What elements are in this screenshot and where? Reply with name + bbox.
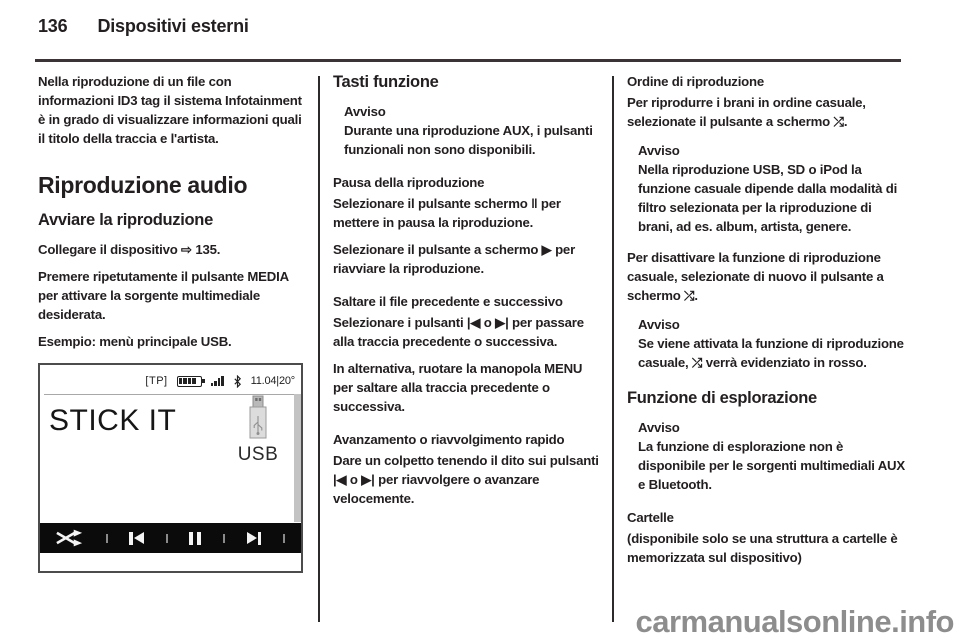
scan-shadow [294, 394, 301, 522]
separator [106, 534, 108, 543]
paragraph-media-button: Premere ripetutamente il pulsante MEDIA per attivare la sorgente multimediale desiderata. [38, 269, 289, 322]
previous-track-icon [129, 532, 144, 545]
notice-text: Nella riproduzione USB, SD o iPod la funzione casuale dipende dalla modalità di filtro selezionata per la riproduzione di brani, ad es. album, artista, genere. [638, 162, 898, 234]
signal-strength-icon [211, 376, 224, 386]
battery-icon [177, 376, 202, 387]
next-track-icon [247, 532, 262, 545]
paragraph-heading: Cartelle [627, 510, 674, 525]
track-title: STICK IT [49, 404, 177, 437]
media-control-bar [40, 523, 301, 553]
notice-text: Durante una riproduzione AUX, i pulsanti funzionali non sono disponibili. [344, 123, 593, 157]
header-rule [35, 59, 901, 62]
notice-label: Avviso [638, 420, 680, 435]
clock-temperature: 11.04|20° [250, 374, 295, 387]
notice-block [344, 102, 601, 159]
notice-text: La funzione di esplorazione non è disponibile per le sorgenti multimediali AUX e Bluetooth. [638, 439, 905, 492]
paragraph: (disponibile solo se una struttura a cartelle è memorizzata sul dispositivo) [627, 531, 898, 565]
paragraph-heading: Ordine di riproduzione [627, 74, 764, 89]
subsection-title: Funzione di esplorazione [627, 389, 817, 407]
notice-label: Avviso [344, 104, 386, 119]
paragraph-heading: Avanzamento o riavvolgimento rapido [333, 432, 565, 447]
separator [223, 534, 225, 543]
paragraph: Per riprodurre i brani in ordine casuale, selezionate il pulsante a schermo ⤮. [627, 95, 866, 129]
paragraph: Selezionare il pulsante schermo ‖ per mettere in pausa la riproduzione. [333, 196, 561, 230]
section-title: Riproduzione audio [38, 172, 248, 198]
shuffle-icon [56, 529, 84, 547]
pause-icon [189, 532, 201, 545]
usb-stick-icon [246, 395, 270, 442]
notice-text: Se viene attivata la funzione di riproduzione casuale, ⤮ verrà evidenziato in rosso. [638, 336, 904, 370]
tp-badge: [TP] [145, 374, 168, 387]
column-3 [627, 72, 905, 575]
paragraph-heading: Saltare il file precedente e successivo [333, 294, 563, 309]
separator [283, 534, 285, 543]
chapter-title: Dispositivi esterni [97, 16, 249, 36]
notice-block [638, 141, 905, 236]
paragraph-heading: Pausa della riproduzione [333, 175, 485, 190]
status-bar [46, 369, 295, 393]
paragraph: Selezionare il pulsante a schermo ▶ per riavviare la riproduzione. [333, 242, 576, 276]
subsection-title: Avviare la riproduzione [38, 211, 213, 229]
page-number: 136 [38, 16, 68, 36]
infotainment-screenshot [38, 363, 303, 573]
column-divider [612, 76, 614, 622]
paragraph: Selezionare i pulsanti |◀ o ▶| per passare alla traccia precedente o successiva. [333, 315, 584, 349]
intro-paragraph: Nella riproduzione di un file con informazioni ID3 tag il sistema Infotainment è in grado di visualizzare informazioni quali il titolo della traccia e l'artista. [38, 74, 302, 146]
column-1 [38, 72, 310, 573]
paragraph: Dare un colpetto tenendo il dito sui pulsanti |◀ o ▶| per riavvolgere o avanzare velocemente. [333, 453, 599, 506]
bluetooth-icon [233, 375, 242, 388]
usb-label: USB [237, 444, 279, 465]
separator [166, 534, 168, 543]
notice-block [638, 315, 905, 372]
display-main-area [40, 395, 301, 523]
paragraph: Per disattivare la funzione di riproduzione casuale, selezionate di nuovo il pulsante a schermo ⤮. [627, 250, 884, 303]
notice-label: Avviso [638, 143, 680, 158]
column-2 [333, 72, 601, 516]
usb-source [232, 395, 284, 464]
notice-block [638, 418, 905, 494]
subsection-title: Tasti funzione [333, 73, 439, 91]
paragraph-connect: Collegare il dispositivo ⇨ 135. [38, 242, 221, 257]
notice-label: Avviso [638, 317, 680, 332]
watermark: carmanualsonline.info [635, 604, 954, 639]
column-divider [318, 76, 320, 622]
paragraph: In alternativa, ruotare la manopola MENU per saltare alla traccia precedente o successiva. [333, 361, 583, 414]
paragraph-example: Esempio: menù principale USB. [38, 334, 232, 349]
page-header [38, 16, 249, 37]
